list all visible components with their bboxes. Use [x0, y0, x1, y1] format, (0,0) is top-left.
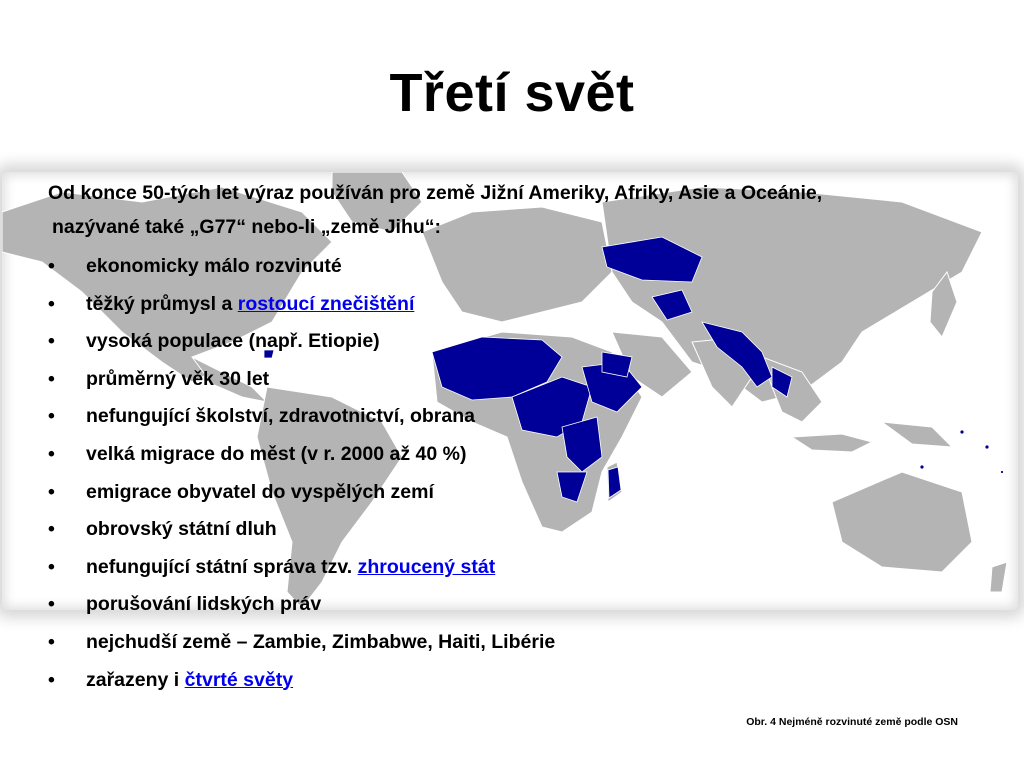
bullet-icon: •: [48, 367, 55, 390]
bullet-icon: •: [48, 668, 55, 691]
bullet-icon: •: [48, 518, 55, 541]
bullet-text: porušování lidských práv: [86, 593, 322, 616]
link-failed-state[interactable]: zhroucený stát: [357, 555, 496, 578]
link-fourth-world[interactable]: čtvrté světy: [184, 668, 294, 691]
intro-line-1: Od konce 50-tých let výraz používán pro země Jižní Ameriky, Afriky, Asie a Oceánie,: [48, 182, 823, 204]
bullet-icon: •: [48, 405, 55, 428]
bullet-icon: •: [48, 330, 55, 353]
bullet-icon: •: [48, 593, 55, 616]
bullet-text: nefungující školství, zdravotnictví, obrana: [86, 405, 475, 428]
list-item: [48, 361, 988, 399]
bullet-text: zařazeny i: [86, 668, 185, 691]
bullet-icon: •: [48, 442, 55, 465]
link-pollution[interactable]: rostoucí znečištění: [237, 292, 415, 315]
list-item: [48, 624, 988, 662]
bullet-text: obrovský státní dluh: [86, 518, 277, 541]
list-item: [48, 286, 988, 324]
bullet-text: ekonomicky málo rozvinuté: [86, 255, 342, 277]
slide-title: Třetí svět: [389, 63, 635, 123]
bullet-text: průměrný věk 30 let: [86, 367, 270, 390]
bullet-text: těžký průmysl a: [86, 292, 238, 315]
bullet-icon: •: [48, 255, 55, 277]
list-item: [48, 398, 988, 436]
bullet-icon: •: [48, 480, 55, 503]
list-item: [48, 474, 988, 512]
list-item: [48, 436, 988, 474]
intro-line-2: nazývané také „G77“ nebo-li „země Jihu“:: [52, 216, 442, 238]
list-item: [48, 323, 988, 361]
bullet-text: vysoká populace (např. Etiopie): [86, 330, 380, 353]
slide-content: [48, 176, 988, 699]
bullet-list: [48, 248, 988, 699]
bullet-text: nejchudší země – Zambie, Zimbabwe, Haiti, Libérie: [86, 630, 556, 653]
bullet-text: nefungující státní správa tzv.: [86, 555, 358, 578]
bullet-icon: •: [48, 292, 55, 315]
list-item: [48, 248, 988, 286]
bullet-text: emigrace obyvatel do vyspělých zemí: [86, 480, 434, 503]
list-item: [48, 549, 988, 587]
list-item: [48, 511, 988, 549]
bullet-text: velká migrace do měst (v r. 2000 až 40 %): [86, 442, 467, 465]
bullet-icon: •: [48, 555, 55, 578]
list-item: [48, 586, 988, 624]
list-item: [48, 662, 988, 700]
figure-caption: Obr. 4 Nejméně rozvinuté země podle OSN: [746, 716, 958, 728]
bullet-icon: •: [48, 630, 55, 653]
